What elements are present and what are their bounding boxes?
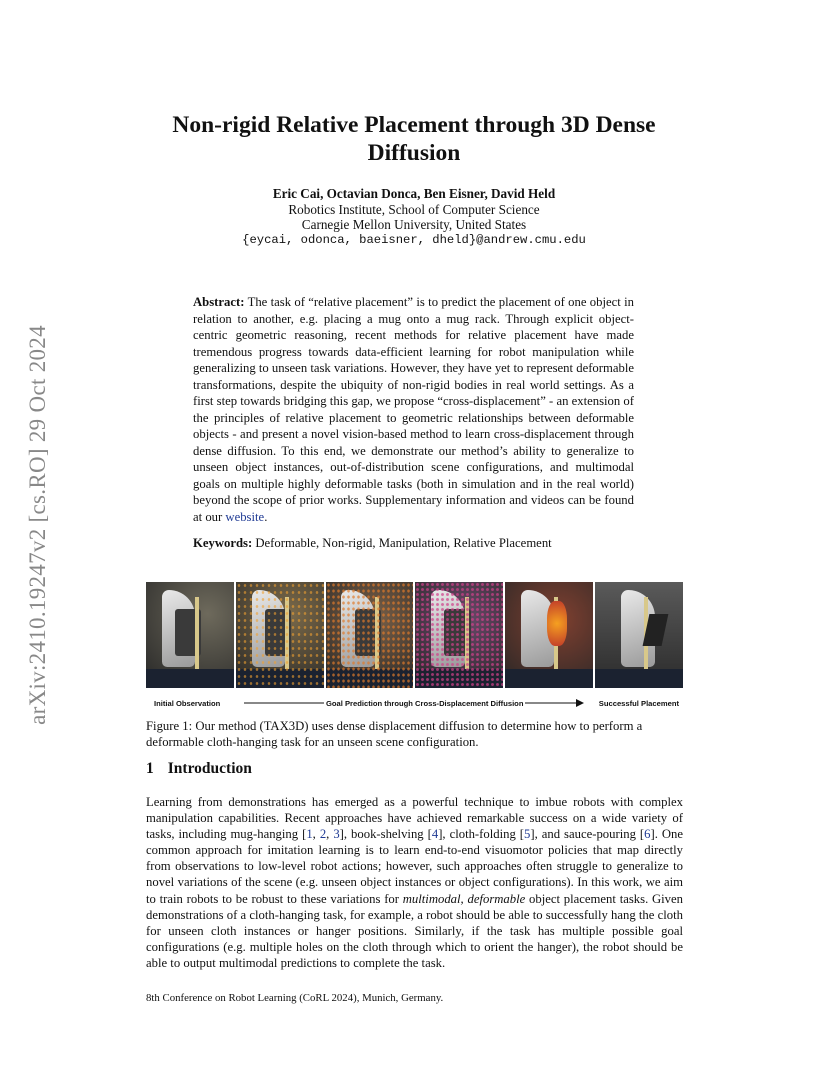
keywords-text: Deformable, Non-rigid, Manipulation, Relative Placement	[255, 536, 552, 550]
intro-paragraph	[146, 794, 683, 971]
author-emails: {eycai, odonca, baeisner, dheld}@andrew.cmu.edu	[242, 232, 586, 247]
intro-text: ,	[326, 827, 334, 842]
citation-link[interactable]: 2	[319, 827, 327, 842]
section-number: 1	[146, 760, 154, 777]
label-successful-placement: Successful Placement	[598, 699, 679, 708]
intro-text: ], book-shelving [	[339, 827, 432, 842]
intro-text: ,	[312, 827, 320, 842]
citation-link[interactable]: 1	[306, 827, 313, 842]
arxiv-stamp	[18, 290, 58, 760]
figure-panel-6	[595, 582, 683, 688]
citation-link[interactable]: 4	[431, 827, 439, 842]
author-names: Eric Cai, Octavian Donca, Ben Eisner, David Held	[272, 186, 556, 201]
label-initial-observation: Initial Observation	[154, 699, 221, 708]
citation-link[interactable]: 6	[644, 827, 651, 842]
figure-panel-3	[326, 582, 414, 688]
affiliation-line-2: Carnegie Mellon University, United States	[301, 217, 527, 233]
figure-panel-2	[236, 582, 324, 688]
figure-panel-5	[505, 582, 593, 688]
author-block	[200, 186, 628, 248]
conference-footer: 8th Conference on Robot Learning (CoRL 2024), Munich, Germany.	[146, 992, 444, 1004]
paper-title: Non-rigid Relative Placement through 3D Dense Diffusion	[172, 112, 656, 166]
intro-text: ], and sauce-pouring [	[530, 827, 645, 842]
section-title: Introduction	[167, 760, 252, 777]
keywords-label: Keywords:	[193, 536, 253, 550]
intro-emphasis: multimodal, deformable	[402, 891, 526, 906]
website-link[interactable]: website	[225, 509, 265, 524]
intro-text: object placement tasks. Given demonstrations of a cloth-hanging task, for example, a robot should be able to successfully hang the cloth for unseen cloth instances or hanger positions. Similarly, if the task has multiple possible goal configurations (e.g. multiple holes on the cloth through which to orient the hanger), the robot should be able to output multimodal predictions to complete the task.	[146, 891, 683, 970]
intro-text: ]. One common approach for imitation learning is to learn end-to-end visuomotor policies that map directly from observations to low-level robot actions; however, such approaches often struggle to generalize to novel variations of the scene (e.g. unseen object instances or object configurations). In this work, we aim to train robots to be robust to these variations for	[146, 827, 684, 906]
arxiv-stamp-text: arXiv:2410.19247v2 [cs.RO] 29 Oct 2024	[25, 325, 50, 725]
citation-link[interactable]: 5	[524, 827, 531, 842]
figure-1-image	[146, 582, 683, 688]
label-goal-prediction: Goal Prediction through Cross-Displacement Diffusion	[326, 699, 524, 708]
figure-panel-4	[415, 582, 503, 688]
abstract-label: Abstract:	[193, 295, 245, 309]
section-heading	[146, 760, 252, 778]
affiliation-line-1: Robotics Institute, School of Computer Science	[288, 201, 540, 217]
intro-text: ], cloth-folding [	[438, 827, 525, 842]
intro-text: Learning from demonstrations has emerged as a powerful technique to imbue robots with complex manipulation capabilities. Recent approaches have achieved remarkable success on a wide variety of tasks, including mug-hanging [	[146, 795, 683, 842]
figure-stage-labels	[146, 697, 683, 711]
figure-caption: Figure 1: Our method (TAX3D) uses dense displacement diffusion to determine how to perform a deformable cloth-hanging task for an unseen scene configuration.	[146, 719, 643, 749]
abstract-text: The task of “relative placement” is to predict the placement of one object in relation to another, e.g. placing a mug onto a mug rack. Through explicit object-centric geometric reasoning, recent methods for relative placement have made tremendous progress towards data-efficient learning for robot manipulation while generalizing to unseen task variations. However, they have yet to represent deformable transformations, despite the ubiquity of non-rigid bodies in real world settings. As a first step towards bridging this gap, we propose “cross-displacement” - an extension of the principles of relative placement to geometric relationships between deformable objects - and present a novel vision-based method to learn cross-displacement through dense diffusion. To this end, we demonstrate our method’s ability to generalize to unseen object instances, out-of-distribution scene configurations, and multimodal goals on multiple highly deformable tasks (both in simulation and in the real world) beyond the scope of prior works. Supplementary information and videos can be found at our	[193, 295, 634, 524]
abstract	[193, 294, 634, 525]
figure-panel-1	[146, 582, 234, 688]
keywords	[193, 535, 634, 551]
citation-link[interactable]: 3	[333, 827, 340, 842]
abstract-end: .	[264, 509, 268, 524]
